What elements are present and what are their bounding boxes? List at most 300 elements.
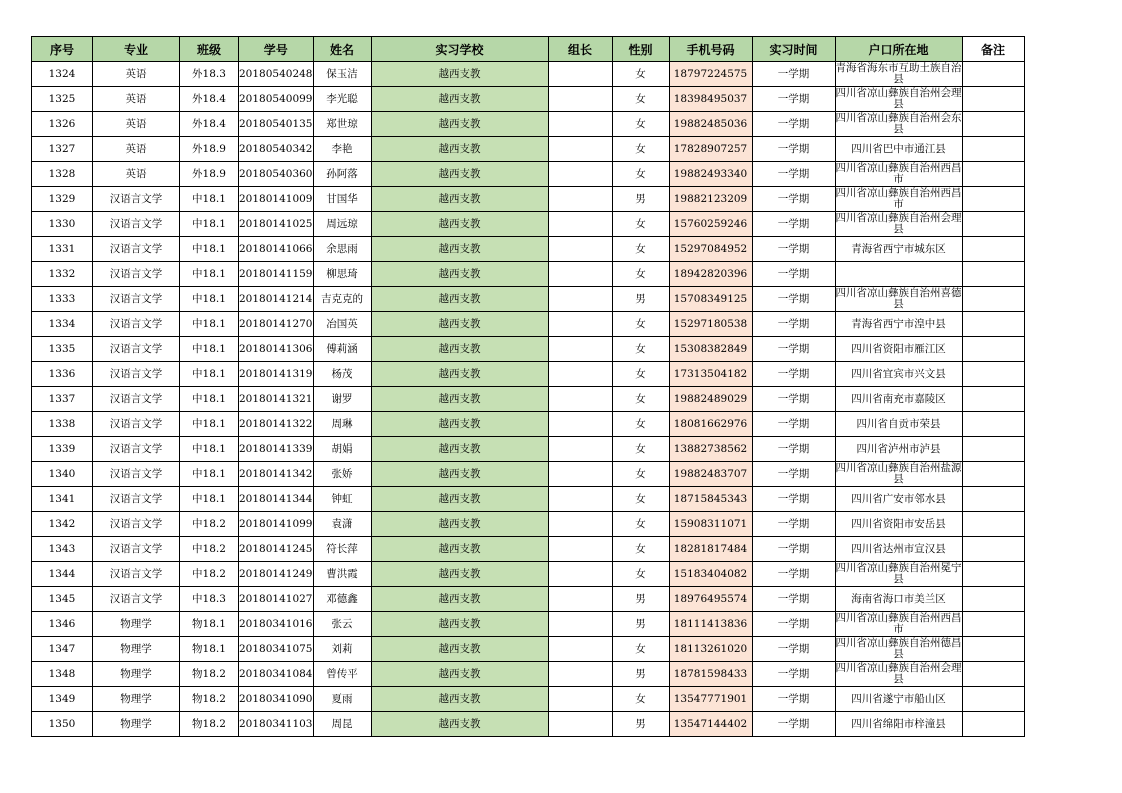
cell-student-id: 20180141342	[239, 462, 314, 487]
cell-period: 一学期	[752, 362, 835, 387]
cell-household: 四川省宜宾市兴文县	[835, 362, 962, 387]
cell-household: 四川省凉山彝族自治州西昌市	[835, 162, 962, 185]
cell-major: 汉语言文学	[93, 187, 180, 212]
cell-note	[962, 487, 1024, 512]
cell-name: 曹洪霞	[313, 562, 371, 587]
cell-leader	[548, 212, 612, 237]
cell-school: 越西支教	[371, 562, 548, 587]
cell-major: 物理学	[93, 712, 180, 737]
cell-major: 英语	[93, 62, 180, 87]
cell-phone: 15297084952	[669, 237, 752, 262]
cell-gender: 女	[612, 487, 669, 512]
cell-leader	[548, 537, 612, 562]
cell-name: 周远琼	[313, 212, 371, 237]
header-phone: 手机号码	[669, 37, 752, 62]
cell-leader	[548, 287, 612, 312]
cell-no: 1350	[32, 712, 93, 737]
cell-household	[835, 262, 962, 287]
cell-phone: 15183404082	[669, 562, 752, 587]
cell-no: 1336	[32, 362, 93, 387]
cell-household: 四川省凉山彝族自治州会理县	[835, 662, 962, 685]
table-row	[32, 512, 1025, 537]
cell-no: 1326	[32, 112, 93, 137]
cell-leader	[548, 487, 612, 512]
cell-gender: 女	[612, 162, 669, 187]
internship-table	[31, 36, 1025, 737]
cell-note	[962, 462, 1024, 487]
cell-class: 中18.1	[180, 287, 239, 312]
cell-major: 汉语言文学	[93, 462, 180, 487]
cell-school: 越西支教	[371, 162, 548, 187]
cell-student-id: 20180540342	[239, 137, 314, 162]
cell-name: 胡娟	[313, 437, 371, 462]
cell-period: 一学期	[752, 662, 835, 687]
cell-period: 一学期	[752, 162, 835, 187]
cell-major: 汉语言文学	[93, 287, 180, 312]
cell-name: 余思雨	[313, 237, 371, 262]
cell-leader	[548, 362, 612, 387]
cell-leader	[548, 162, 612, 187]
header-gender: 性别	[612, 37, 669, 62]
cell-school: 越西支教	[371, 412, 548, 437]
cell-household: 青海省海东市互助土族自治县	[835, 62, 962, 85]
cell-no: 1346	[32, 612, 93, 637]
cell-student-id: 20180141339	[239, 437, 314, 462]
cell-period: 一学期	[752, 412, 835, 437]
cell-note	[962, 387, 1024, 412]
table-row	[32, 612, 1025, 637]
cell-household: 四川省凉山彝族自治州喜德县	[835, 287, 962, 310]
table-row	[32, 162, 1025, 187]
cell-no: 1327	[32, 137, 93, 162]
cell-student-id: 20180540135	[239, 112, 314, 137]
cell-class: 物18.2	[180, 712, 239, 737]
cell-period: 一学期	[752, 287, 835, 312]
table-row	[32, 212, 1025, 237]
cell-note	[962, 187, 1024, 212]
cell-phone: 17313504182	[669, 362, 752, 387]
cell-name: 郑世琼	[313, 112, 371, 137]
table-row	[32, 487, 1025, 512]
cell-name: 傅莉涵	[313, 337, 371, 362]
table-row	[32, 562, 1025, 587]
cell-class: 中18.2	[180, 562, 239, 587]
cell-phone: 15708349125	[669, 287, 752, 312]
cell-household: 四川省凉山彝族自治州会理县	[835, 212, 962, 235]
cell-name: 周琳	[313, 412, 371, 437]
cell-student-id: 20180341075	[239, 637, 314, 662]
cell-household: 四川省凉山彝族自治州西昌市	[835, 187, 962, 210]
cell-period: 一学期	[752, 587, 835, 612]
cell-household: 四川省凉山彝族自治州冕宁县	[835, 562, 962, 585]
cell-note	[962, 512, 1024, 537]
cell-note	[962, 312, 1024, 337]
cell-phone: 13547144402	[669, 712, 752, 737]
cell-class: 中18.2	[180, 512, 239, 537]
cell-student-id: 20180141009	[239, 187, 314, 212]
cell-phone: 13882738562	[669, 437, 752, 462]
cell-student-id: 20180141214	[239, 287, 314, 312]
cell-leader	[548, 662, 612, 687]
cell-note	[962, 412, 1024, 437]
cell-name: 冶国英	[313, 312, 371, 337]
cell-gender: 女	[612, 512, 669, 537]
cell-name: 吉克克的	[313, 287, 371, 312]
cell-no: 1341	[32, 487, 93, 512]
cell-school: 越西支教	[371, 237, 548, 262]
cell-leader	[548, 462, 612, 487]
cell-household: 四川省凉山彝族自治州会东县	[835, 112, 962, 135]
cell-note	[962, 262, 1024, 287]
cell-school: 越西支教	[371, 487, 548, 512]
cell-school: 越西支教	[371, 637, 548, 662]
cell-gender: 女	[612, 262, 669, 287]
cell-phone: 18281817484	[669, 537, 752, 562]
cell-period: 一学期	[752, 187, 835, 212]
cell-no: 1342	[32, 512, 93, 537]
cell-no: 1333	[32, 287, 93, 312]
cell-name: 钟虹	[313, 487, 371, 512]
cell-name: 曾传平	[313, 662, 371, 687]
table-row	[32, 412, 1025, 437]
cell-household: 四川省绵阳市梓潼县	[835, 712, 962, 737]
cell-name: 杨茂	[313, 362, 371, 387]
cell-phone: 15308382849	[669, 337, 752, 362]
cell-leader	[548, 612, 612, 637]
cell-period: 一学期	[752, 462, 835, 487]
cell-phone: 18398495037	[669, 87, 752, 112]
cell-gender: 女	[612, 312, 669, 337]
cell-household: 四川省资阳市安岳县	[835, 512, 962, 537]
cell-gender: 女	[612, 362, 669, 387]
cell-student-id: 20180141027	[239, 587, 314, 612]
cell-school: 越西支教	[371, 112, 548, 137]
cell-note	[962, 162, 1024, 187]
cell-student-id: 20180341090	[239, 687, 314, 712]
cell-no: 1330	[32, 212, 93, 237]
cell-student-id: 20180540360	[239, 162, 314, 187]
cell-gender: 女	[612, 112, 669, 137]
cell-period: 一学期	[752, 137, 835, 162]
header-period: 实习时间	[752, 37, 835, 62]
header-household: 户口所在地	[835, 37, 962, 62]
cell-major: 汉语言文学	[93, 362, 180, 387]
cell-period: 一学期	[752, 562, 835, 587]
cell-no: 1344	[32, 562, 93, 587]
cell-period: 一学期	[752, 212, 835, 237]
cell-period: 一学期	[752, 637, 835, 662]
cell-student-id: 20180341084	[239, 662, 314, 687]
cell-major: 物理学	[93, 637, 180, 662]
cell-school: 越西支教	[371, 62, 548, 87]
cell-phone: 19882489029	[669, 387, 752, 412]
cell-student-id: 20180341103	[239, 712, 314, 737]
header-major: 专业	[93, 37, 180, 62]
cell-no: 1334	[32, 312, 93, 337]
cell-household: 四川省巴中市通江县	[835, 137, 962, 162]
cell-gender: 女	[612, 337, 669, 362]
table-row	[32, 62, 1025, 87]
cell-school: 越西支教	[371, 437, 548, 462]
cell-phone: 18113261020	[669, 637, 752, 662]
cell-leader	[548, 637, 612, 662]
cell-gender: 女	[612, 387, 669, 412]
cell-no: 1345	[32, 587, 93, 612]
cell-school: 越西支教	[371, 462, 548, 487]
cell-phone: 18781598433	[669, 662, 752, 687]
cell-gender: 女	[612, 687, 669, 712]
table-row	[32, 262, 1025, 287]
cell-class: 中18.1	[180, 187, 239, 212]
cell-no: 1347	[32, 637, 93, 662]
cell-student-id: 20180141025	[239, 212, 314, 237]
cell-class: 中18.1	[180, 487, 239, 512]
cell-name: 周昆	[313, 712, 371, 737]
cell-major: 汉语言文学	[93, 387, 180, 412]
cell-class: 中18.1	[180, 312, 239, 337]
cell-note	[962, 712, 1024, 737]
table-row	[32, 537, 1025, 562]
cell-period: 一学期	[752, 612, 835, 637]
cell-household: 四川省资阳市雁江区	[835, 337, 962, 362]
cell-no: 1337	[32, 387, 93, 412]
cell-major: 汉语言文学	[93, 587, 180, 612]
cell-major: 汉语言文学	[93, 537, 180, 562]
header-leader: 组长	[548, 37, 612, 62]
cell-phone: 15297180538	[669, 312, 752, 337]
cell-phone: 17828907257	[669, 137, 752, 162]
cell-class: 中18.1	[180, 412, 239, 437]
cell-period: 一学期	[752, 62, 835, 87]
cell-class: 中18.1	[180, 462, 239, 487]
cell-class: 中18.1	[180, 387, 239, 412]
cell-class: 中18.2	[180, 537, 239, 562]
cell-student-id: 20180540248	[239, 62, 314, 87]
cell-class: 外18.9	[180, 137, 239, 162]
cell-no: 1335	[32, 337, 93, 362]
cell-major: 汉语言文学	[93, 512, 180, 537]
cell-gender: 女	[612, 62, 669, 87]
cell-school: 越西支教	[371, 612, 548, 637]
header-no: 序号	[32, 37, 93, 62]
cell-phone: 18715845343	[669, 487, 752, 512]
cell-period: 一学期	[752, 312, 835, 337]
cell-name: 柳思琦	[313, 262, 371, 287]
cell-period: 一学期	[752, 487, 835, 512]
table-row	[32, 462, 1025, 487]
cell-gender: 女	[612, 212, 669, 237]
cell-student-id: 20180141321	[239, 387, 314, 412]
table-row	[32, 687, 1025, 712]
cell-school: 越西支教	[371, 137, 548, 162]
cell-class: 外18.3	[180, 62, 239, 87]
cell-leader	[548, 412, 612, 437]
cell-phone: 18942820396	[669, 262, 752, 287]
cell-class: 中18.1	[180, 237, 239, 262]
cell-class: 物18.2	[180, 662, 239, 687]
cell-no: 1331	[32, 237, 93, 262]
cell-gender: 女	[612, 562, 669, 587]
cell-student-id: 20180141306	[239, 337, 314, 362]
cell-note	[962, 112, 1024, 137]
cell-note	[962, 537, 1024, 562]
cell-note	[962, 587, 1024, 612]
table-row	[32, 337, 1025, 362]
cell-major: 英语	[93, 87, 180, 112]
cell-student-id: 20180141270	[239, 312, 314, 337]
cell-gender: 女	[612, 137, 669, 162]
table-row	[32, 387, 1025, 412]
cell-note	[962, 62, 1024, 87]
cell-school: 越西支教	[371, 262, 548, 287]
cell-leader	[548, 587, 612, 612]
header-student-id: 学号	[239, 37, 314, 62]
cell-note	[962, 362, 1024, 387]
cell-period: 一学期	[752, 437, 835, 462]
cell-period: 一学期	[752, 387, 835, 412]
cell-phone: 18111413836	[669, 612, 752, 637]
cell-school: 越西支教	[371, 712, 548, 737]
cell-note	[962, 137, 1024, 162]
cell-school: 越西支教	[371, 287, 548, 312]
cell-note	[962, 337, 1024, 362]
cell-phone: 19882485036	[669, 112, 752, 137]
cell-note	[962, 87, 1024, 112]
cell-leader	[548, 262, 612, 287]
cell-gender: 男	[612, 612, 669, 637]
cell-school: 越西支教	[371, 687, 548, 712]
table-row	[32, 312, 1025, 337]
cell-gender: 女	[612, 637, 669, 662]
cell-name: 孙阿落	[313, 162, 371, 187]
cell-gender: 女	[612, 462, 669, 487]
cell-major: 汉语言文学	[93, 437, 180, 462]
cell-no: 1324	[32, 62, 93, 87]
cell-class: 中18.1	[180, 212, 239, 237]
cell-gender: 女	[612, 237, 669, 262]
cell-major: 汉语言文学	[93, 237, 180, 262]
cell-student-id: 20180141319	[239, 362, 314, 387]
table-row	[32, 587, 1025, 612]
cell-no: 1332	[32, 262, 93, 287]
cell-name: 夏雨	[313, 687, 371, 712]
table-row	[32, 137, 1025, 162]
cell-student-id: 20180141322	[239, 412, 314, 437]
cell-class: 外18.4	[180, 87, 239, 112]
cell-household: 四川省凉山彝族自治州会理县	[835, 87, 962, 110]
cell-major: 英语	[93, 112, 180, 137]
cell-note	[962, 662, 1024, 687]
cell-name: 甘国华	[313, 187, 371, 212]
cell-student-id: 20180141099	[239, 512, 314, 537]
cell-class: 中18.1	[180, 262, 239, 287]
cell-no: 1339	[32, 437, 93, 462]
cell-period: 一学期	[752, 262, 835, 287]
cell-phone: 18081662976	[669, 412, 752, 437]
cell-school: 越西支教	[371, 362, 548, 387]
cell-period: 一学期	[752, 712, 835, 737]
cell-household: 青海省西宁市城东区	[835, 237, 962, 262]
cell-period: 一学期	[752, 87, 835, 112]
cell-class: 外18.9	[180, 162, 239, 187]
cell-leader	[548, 687, 612, 712]
cell-class: 中18.1	[180, 362, 239, 387]
cell-school: 越西支教	[371, 312, 548, 337]
table-row	[32, 187, 1025, 212]
table-body	[32, 62, 1025, 737]
cell-student-id: 20180141245	[239, 537, 314, 562]
cell-class: 物18.1	[180, 612, 239, 637]
cell-no: 1338	[32, 412, 93, 437]
cell-note	[962, 562, 1024, 587]
cell-household: 四川省自贡市荣县	[835, 412, 962, 437]
cell-major: 英语	[93, 162, 180, 187]
cell-gender: 男	[612, 712, 669, 737]
cell-class: 中18.3	[180, 587, 239, 612]
cell-name: 李艳	[313, 137, 371, 162]
cell-note	[962, 637, 1024, 662]
cell-leader	[548, 187, 612, 212]
cell-note	[962, 612, 1024, 637]
cell-household: 四川省凉山彝族自治州西昌市	[835, 612, 962, 635]
cell-major: 汉语言文学	[93, 412, 180, 437]
cell-name: 张云	[313, 612, 371, 637]
cell-name: 刘莉	[313, 637, 371, 662]
table-row	[32, 637, 1025, 662]
cell-class: 中18.1	[180, 437, 239, 462]
cell-school: 越西支教	[371, 537, 548, 562]
cell-gender: 男	[612, 287, 669, 312]
cell-school: 越西支教	[371, 87, 548, 112]
cell-school: 越西支教	[371, 387, 548, 412]
cell-phone: 15760259246	[669, 212, 752, 237]
cell-leader	[548, 337, 612, 362]
header-row	[32, 37, 1025, 62]
cell-household: 四川省遂宁市船山区	[835, 687, 962, 712]
cell-name: 符长萍	[313, 537, 371, 562]
cell-school: 越西支教	[371, 587, 548, 612]
cell-phone: 15908311071	[669, 512, 752, 537]
cell-leader	[548, 712, 612, 737]
cell-school: 越西支教	[371, 212, 548, 237]
cell-gender: 女	[612, 437, 669, 462]
cell-no: 1348	[32, 662, 93, 687]
table-row	[32, 87, 1025, 112]
cell-leader	[548, 387, 612, 412]
cell-student-id: 20180141249	[239, 562, 314, 587]
cell-major: 英语	[93, 137, 180, 162]
cell-leader	[548, 312, 612, 337]
cell-note	[962, 237, 1024, 262]
cell-note	[962, 212, 1024, 237]
cell-school: 越西支教	[371, 337, 548, 362]
table-row	[32, 437, 1025, 462]
cell-major: 物理学	[93, 687, 180, 712]
cell-class: 物18.1	[180, 637, 239, 662]
cell-household: 四川省南充市嘉陵区	[835, 387, 962, 412]
cell-major: 汉语言文学	[93, 312, 180, 337]
table-row	[32, 362, 1025, 387]
cell-class: 物18.2	[180, 687, 239, 712]
table-row	[32, 662, 1025, 687]
cell-major: 汉语言文学	[93, 262, 180, 287]
cell-leader	[548, 62, 612, 87]
cell-name: 袁潇	[313, 512, 371, 537]
cell-gender: 男	[612, 187, 669, 212]
cell-leader	[548, 87, 612, 112]
cell-name: 李光聪	[313, 87, 371, 112]
cell-name: 保玉洁	[313, 62, 371, 87]
